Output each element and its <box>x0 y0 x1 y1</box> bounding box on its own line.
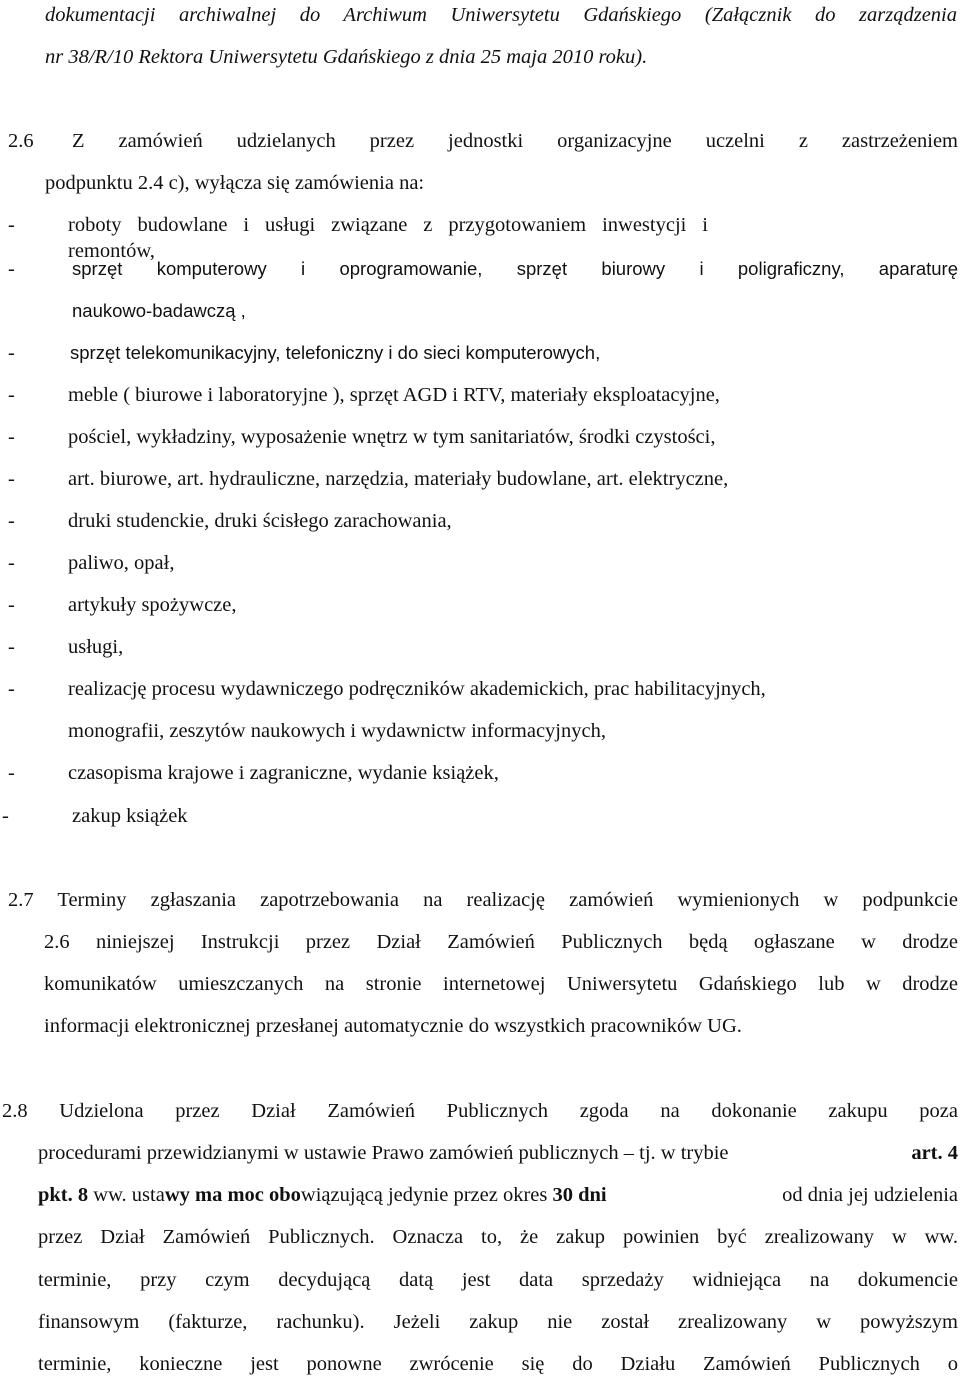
list-dash: - <box>8 594 15 616</box>
section-2-7-line-2: 2.6 niniejszej Instrukcji przez Dział Zamówień Publicznych będą ogłaszane w drodze <box>44 931 958 953</box>
list-item-text: zakup książek <box>72 805 188 827</box>
list-dash: - <box>2 805 9 827</box>
intro-line-2: nr 38/R/10 Rektora Uniwersytetu Gdańskiego z dnia 25 maja 2010 roku). <box>45 46 648 68</box>
list-dash: - <box>8 636 15 658</box>
list-item-text: artykuły spożywcze, <box>68 594 237 616</box>
section-2-6-number: 2.6 <box>8 130 34 152</box>
list-dash: - <box>8 426 15 448</box>
section-2-8-line-6: finansowym (fakturze, rachunku). Jeżeli zakup nie został zrealizowany w powyższym <box>38 1311 958 1333</box>
section-2-6-line-2: podpunktu 2.4 c), wyłącza się zamówienia na: <box>45 172 425 194</box>
list-dash: - <box>8 762 15 784</box>
section-2-8-text-c: od dnia jej udzielenia <box>776 1184 958 1206</box>
section-2-8-text-a: ww. usta <box>88 1184 165 1206</box>
list-item-text: pościel, wykładziny, wyposażenie wnętrz w tym sanitariatów, środki czystości, <box>68 426 716 448</box>
section-2-7-line-1: 2.7 Terminy zgłaszania zapotrzebowania na realizację zamówień wymienionych w podpunkcie <box>8 889 958 911</box>
section-2-8-line-5: terminie, przy czym decydującą datą jest data sprzedaży widniejąca na dokumencie <box>38 1269 958 1291</box>
list-dash: - <box>8 552 15 574</box>
intro-line-1: dokumentacji archiwalnej do Archiwum Uniwersytetu Gdańskiego (Załącznik do zarządzenia <box>45 4 957 26</box>
list-item-text: meble ( biurowe i laboratoryjne ), sprzęt AGD i RTV, materiały eksploatacyjne, <box>68 384 720 406</box>
section-2-7-line-3: komunikatów umieszczanych na stronie internetowej Uniwersytetu Gdańskiego lub w drodze <box>44 973 958 995</box>
list-item-text: sprzęt komputerowy i oprogramowanie, sprzęt biurowy i poligraficzny, aparaturę <box>72 258 958 279</box>
section-2-8-line-2 <box>38 1140 958 1166</box>
section-2-8-line-2-bold: art. 4 <box>911 1142 958 1164</box>
section-2-8-bold-pkt: pkt. 8 <box>38 1184 89 1206</box>
section-2-8-line-7: terminie, konieczne jest ponowne zwrócenie się do Działu Zamówień Publicznych o <box>38 1353 958 1375</box>
list-item-text: usługi, <box>68 636 124 658</box>
section-2-6-line-1: Z zamówień udzielanych przez jednostki organizacyjne uczelni z zastrzeżeniem <box>72 130 958 152</box>
list-item-text: druki studenckie, druki ścisłego zarachowania, <box>68 510 452 532</box>
list-dash: - <box>8 214 15 236</box>
list-item-text: realizację procesu wydawniczego podręczników akademickich, prac habilitacyjnych, <box>68 678 766 700</box>
list-dash: - <box>8 342 15 364</box>
list-item-text: sprzęt telekomunikacyjny, telefoniczny i do sieci komputerowych, <box>70 342 601 363</box>
section-2-8-line-3 <box>38 1182 958 1208</box>
list-dash: - <box>8 258 15 280</box>
list-item-text: czasopisma krajowe i zagraniczne, wydanie książek, <box>68 762 499 784</box>
section-2-8-line-4: przez Dział Zamówień Publicznych. Oznacza to, że zakup powinien być zrealizowany w ww. <box>38 1226 958 1248</box>
section-2-8-line-1: 2.8 Udzielona przez Dział Zamówień Publicznych zgoda na dokonanie zakupu poza <box>2 1100 958 1122</box>
list-item-text: roboty budowlane i usługi związane z przygotowaniem inwestycji i remontów, <box>68 214 708 262</box>
list-dash: - <box>8 510 15 532</box>
section-2-8-line-2-text: procedurami przewidzianymi w ustawie Prawo zamówień publicznych – tj. w trybie <box>38 1142 729 1164</box>
list-item-text: paliwo, opał, <box>68 552 175 574</box>
section-2-8-text-b: wiązującą jedynie przez okres <box>300 1184 553 1206</box>
list-item-text: art. biurowe, art. hydrauliczne, narzędzia, materiały budowlane, art. elektryczne, <box>68 468 729 490</box>
list-dash: - <box>8 678 15 700</box>
section-2-7-line-4: informacji elektronicznej przesłanej automatycznie do wszystkich pracowników UG. <box>44 1015 742 1037</box>
section-2-8-bold-ma-moc: wy ma moc obo <box>164 1184 301 1206</box>
list-item-continuation: naukowo-badawczą , <box>72 300 246 321</box>
list-dash: - <box>8 468 15 490</box>
section-2-8-bold-days: 30 dni <box>552 1184 607 1206</box>
list-item-continuation: monografii, zeszytów naukowych i wydawnictw informacyjnych, <box>68 720 606 742</box>
list-dash: - <box>8 384 15 406</box>
